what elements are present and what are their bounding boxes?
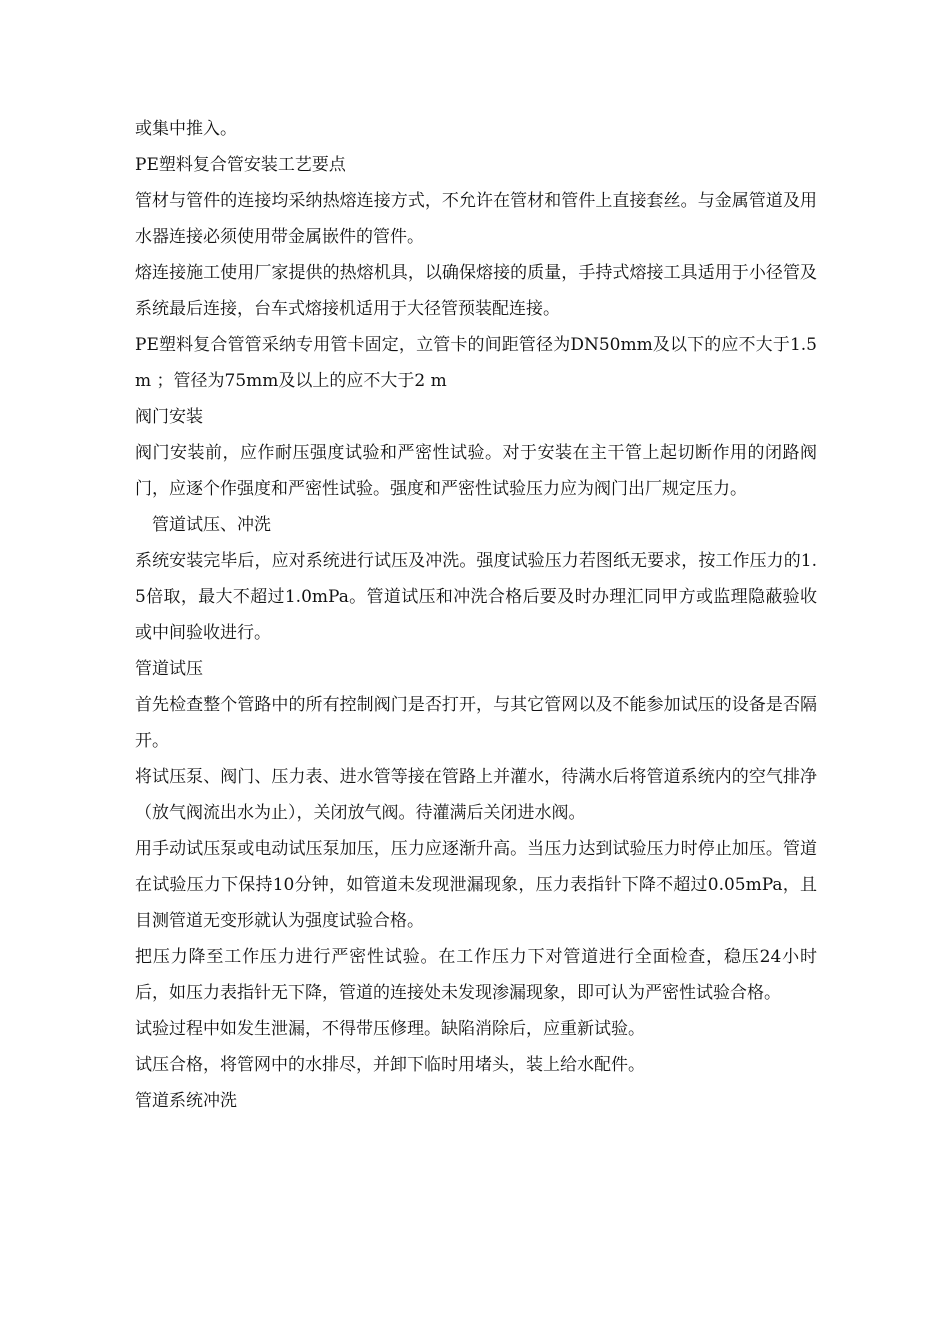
paragraph-check-valves: 首先检查整个管路中的所有控制阀门是否打开，与其它管网以及不能参加试压的设备是否隔开。: [135, 695, 817, 751]
paragraph-intro-tail: 或集中推入。: [135, 119, 237, 139]
paragraph-drain: 试压合格，将管网中的水排尽，并卸下临时用堵头，装上给水配件。: [135, 1055, 645, 1075]
paragraph-valve-testing: 阀门安装前，应作耐压强度试验和严密性试验。对于安装在主干管上起切断作用的闭路阀门，应逐个作强度和严密性试验。强度和严密性试验压力应为阀门出厂规定压力。: [135, 443, 817, 499]
paragraph-system-test: 系统安装完毕后，应对系统进行试压及冲洗。强度试验压力若图纸无要求，按工作压力的1.5倍取，最大不超过1.0mPa。管道试压和冲洗合格后要及时办理汇同甲方或监理隐蔽验收或中间验收进行。: [135, 551, 817, 643]
paragraph-fusion-tools: 熔连接施工使用厂家提供的热熔机具，以确保熔接的质量，手持式熔接工具适用于小径管及系统最后连接，台车式熔接机适用于大径管预装配连接。: [135, 263, 817, 319]
heading-pe-pipe-installation: PE塑料复合管安装工艺要点: [135, 155, 346, 175]
paragraph-pipe-connection: 管材与管件的连接均采纳热熔连接方式，不允许在管材和管件上直接套丝。与金属管道及用水器连接必须使用带金属嵌件的管件。: [135, 191, 817, 247]
heading-valve-installation: 阀门安装: [135, 407, 203, 427]
paragraph-pipe-clamp: PE塑料复合管管采纳专用管卡固定，立管卡的间距管径为DN50mm及以下的应不大于1.5m ；管径为75mm及以上的应不大于2 m: [135, 335, 817, 391]
heading-system-flush: 管道系统冲洗: [135, 1091, 237, 1111]
heading-pressure-test: 管道试压: [135, 659, 203, 679]
paragraph-pressurize: 用手动试压泵或电动试压泵加压，压力应逐渐升高。当压力达到试验压力时停止加压。管道在试验压力下保持10分钟，如管道未发现泄漏现象，压力表指针下降不超过0.05mPa，且目测管道无变形就认为强度试验合格。: [135, 839, 817, 931]
paragraph-leak-repair: 试验过程中如发生泄漏，不得带压修理。缺陷消除后，应重新试验。: [135, 1019, 645, 1039]
paragraph-fill-water: 将试压泵、阀门、压力表、进水管等接在管路上并灌水，待满水后将管道系统内的空气排净（放气阀流出水为止），关闭放气阀。待灌满后关闭进水阀。: [135, 767, 817, 823]
paragraph-tightness-test: 把压力降至工作压力进行严密性试验。在工作压力下对管道进行全面检查，稳压24小时后，如压力表指针无下降，管道的连接处未发现渗漏现象，即可认为严密性试验合格。: [135, 947, 817, 1003]
document-body: [135, 111, 817, 1119]
heading-pressure-test-flush: 管道试压、冲洗: [152, 515, 271, 535]
